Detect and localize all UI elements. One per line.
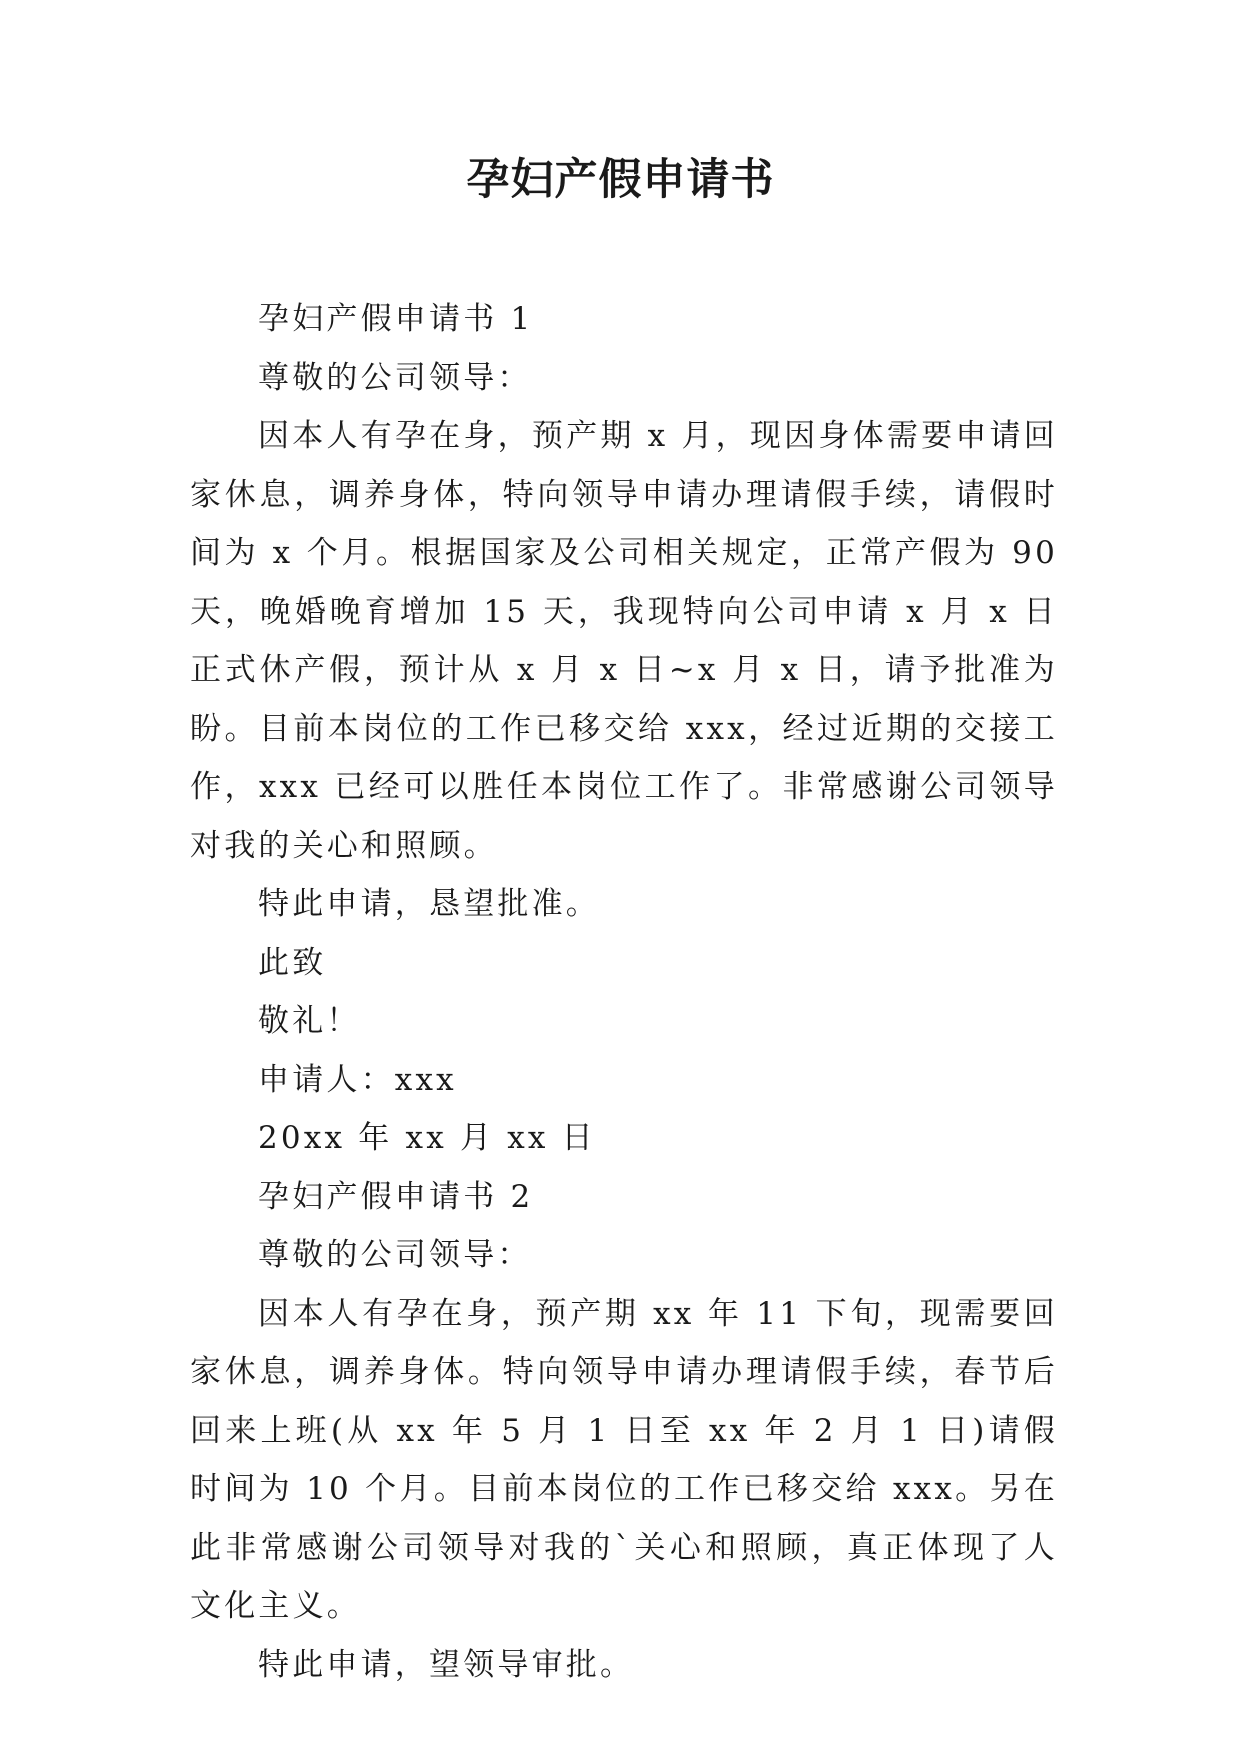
closing-request-2: 特此申请，望领导审批。 [258, 1646, 635, 1683]
document-body [190, 290, 1058, 1694]
salutation-1: 尊敬的公司领导： [258, 359, 532, 396]
closing-jingli: 敬礼！ [258, 1003, 361, 1039]
section-heading-2: 孕妇产假申请书 2 [258, 1178, 534, 1215]
document-title: 孕妇产假申请书 [466, 155, 775, 205]
date-line: 20xx 年 xx 月 xx 日 [258, 1120, 596, 1156]
body-paragraph-1: 因本人有孕在身，预产期 x 月，现因身体需要申请回家休息，调养身体，特向领导申请办理请假手续，请假时间为 x 个月。根据国家及公司相关规定，正常产假为 90 天，晚婚晚育增加 15 天，我现特向公司申请 x 月 x 日正式休产假，预计从 x 月 x 日~x 月 x 日，请予批准为盼。目前本岗位的工作已移交给 xxx，经过近期的交接工作，xxx 已经可以胜任本岗位工作了。非常感谢公司领导对我的关心和照顾。 [190, 418, 1058, 864]
salutation-2: 尊敬的公司领导： [258, 1237, 532, 1273]
applicant-line: 申请人：xxx [258, 1061, 457, 1098]
section-heading-1: 孕妇产假申请书 1 [258, 301, 534, 337]
body-paragraph-2: 因本人有孕在身，预产期 xx 年 11 下旬，现需要回家休息，调养身体。特向领导申请办理请假手续，春节后回来上班(从 xx 年 5 月 1 日至 xx 年 2 月 1 日)请假时间为 10 个月。目前本岗位的工作已移交给 xxx。另在此非常感谢公司领导对我的`关心和照顾，真正体现了人文化主义。 [190, 1295, 1058, 1624]
closing-request-1: 特此申请，恳望批准。 [258, 886, 600, 922]
closing-cizhi: 此致 [258, 944, 327, 981]
